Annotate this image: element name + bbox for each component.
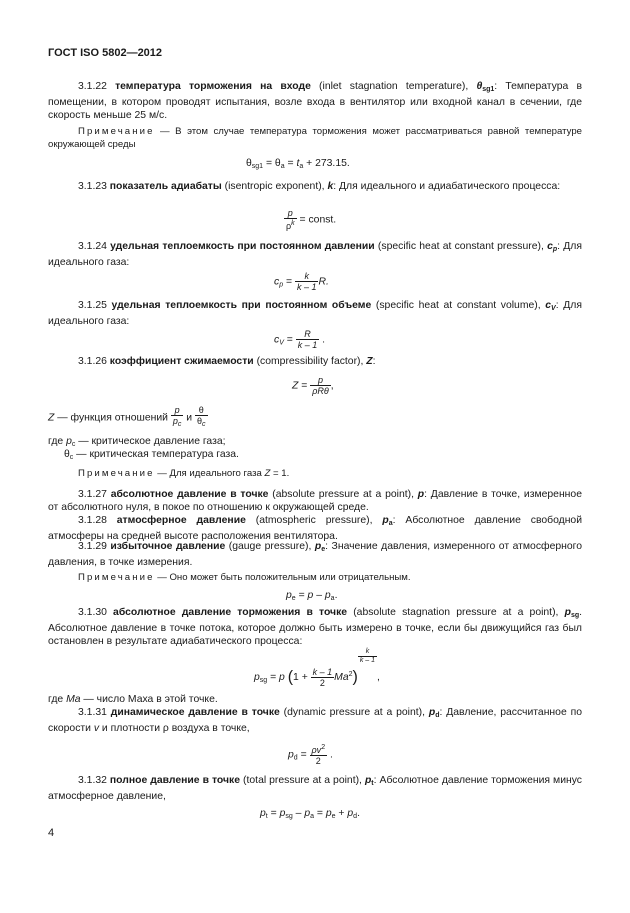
equation-cp: $c_p$ = $\frac{k}{k - 1}$ R. — [274, 271, 329, 292]
equation-psg: $p_{sg} = p$ (1 + $\frac{k - 1}{2}$ Ma$^2$) $\frac{k}{k - 1}$ , — [254, 648, 380, 688]
equation-pt: $p_t = p_{sg} - p_a = p_e + p_d$. — [260, 808, 360, 820]
where-thetac: $\theta_c$ — критическая температура газа. — [64, 449, 239, 461]
definition-3-1-27: 3.1.27 абсолютное давление в точке (absolute pressure at a point), p: Давление в точке, измеренное от абсолютного нуля, в покое по отношению к окружающей среде. — [48, 489, 582, 513]
equation-pd: $p_d$ = $\frac{\rho v^2}{2}$ . — [288, 744, 333, 766]
term: температура торможения на входе — [115, 81, 311, 92]
definition-3-1-25: 3.1.25 удельная теплоемкость при постоянном объеме (specific heat at constant volume), $c_V$: Для идеального газа: — [48, 300, 582, 327]
note-3: Примечание — Оно может быть положительным или отрицательным. — [78, 572, 411, 583]
definition-3-1-23: 3.1.23 показатель адиабаты (isentropic exponent), k: Для идеального и адиабатического процесса: — [78, 181, 561, 192]
definition-3-1-31: 3.1.31 динамическое давление в точке (dynamic pressure at a point), $p_d$: Давление, рассчитанное по скорости v и плотности ρ воздуха в точке, — [48, 707, 582, 734]
definition-3-1-28: 3.1.28 атмосферное давление (atmospheric pressure), $p_a$: Абсолютное давление свободной атмосферы на средней высоте расположения вентилятора. — [48, 515, 583, 542]
definition-3-1-29: 3.1.29 избыточное давление (gauge pressure), $p_e$: Значение давления, измеренного от атмосферного давления, в точке измерения. — [48, 541, 582, 568]
page-number: 4 — [48, 827, 55, 839]
z-function-line: Z — функция отношений $\frac{p}{p_c}$ и $\frac{\theta}{\theta_c}$ — [48, 405, 206, 428]
equation-theta: $\theta_{sg1} = \theta_a = t_a + 273.15$. — [246, 158, 350, 170]
definition-3-1-32: 3.1.32 полное давление в точке (total pressure at a point), $p_t$: Абсолютное давление торможения минус атмосферное давление, — [48, 775, 583, 802]
mach-line: где Ma — число Маха в этой точке. — [48, 694, 218, 705]
document-header: ГОСТ ISO 5802—2012 — [48, 47, 163, 59]
note-2: Примечание — Для идеального газа Z = 1. — [78, 468, 290, 479]
equation-z: Z = p ρRθ , — [292, 375, 334, 396]
equation-pe: $p_e = p - p_a$. — [286, 590, 338, 602]
definition-3-1-22: 3.1.22 температура торможения на входе (inlet stagnation temperature), $\theta_{sg1}$: Температура в помещении, в котором проводят испытания, возле входа в вентилятор или входной канал в сечении, где скорость меньше 25 м/с. — [48, 81, 582, 121]
definition-3-1-26: 3.1.26 коэффициент сжимаемости (compressibility factor), Z: — [78, 356, 376, 367]
equation-cv: $c_V$ = $\frac{R}{k - 1}$ . — [274, 329, 326, 350]
note-1: Примечание — В этом случае температура торможения может рассматриваться равной температуре окружающей среды — [48, 126, 582, 150]
where-pc: где $p_c$ — критическое давление газа; — [48, 436, 226, 448]
definition-3-1-24: 3.1.24 удельная теплоемкость при постоянном давлении (specific heat at constant pressure), $c_p$: Для идеального газа: — [48, 241, 582, 268]
equation-isentropic: $\frac{p}{\rho^k}$ = const. — [286, 208, 337, 231]
definition-3-1-30: 3.1.30 абсолютное давление торможения в точке (absolute stagnation pressure at a point), $p_{sg}$. Абсолютное давление в точке потока, которое должно быть измерено в точке, если бы движущийся газ был остановлен в результате адиабатического процесса: — [48, 607, 582, 647]
